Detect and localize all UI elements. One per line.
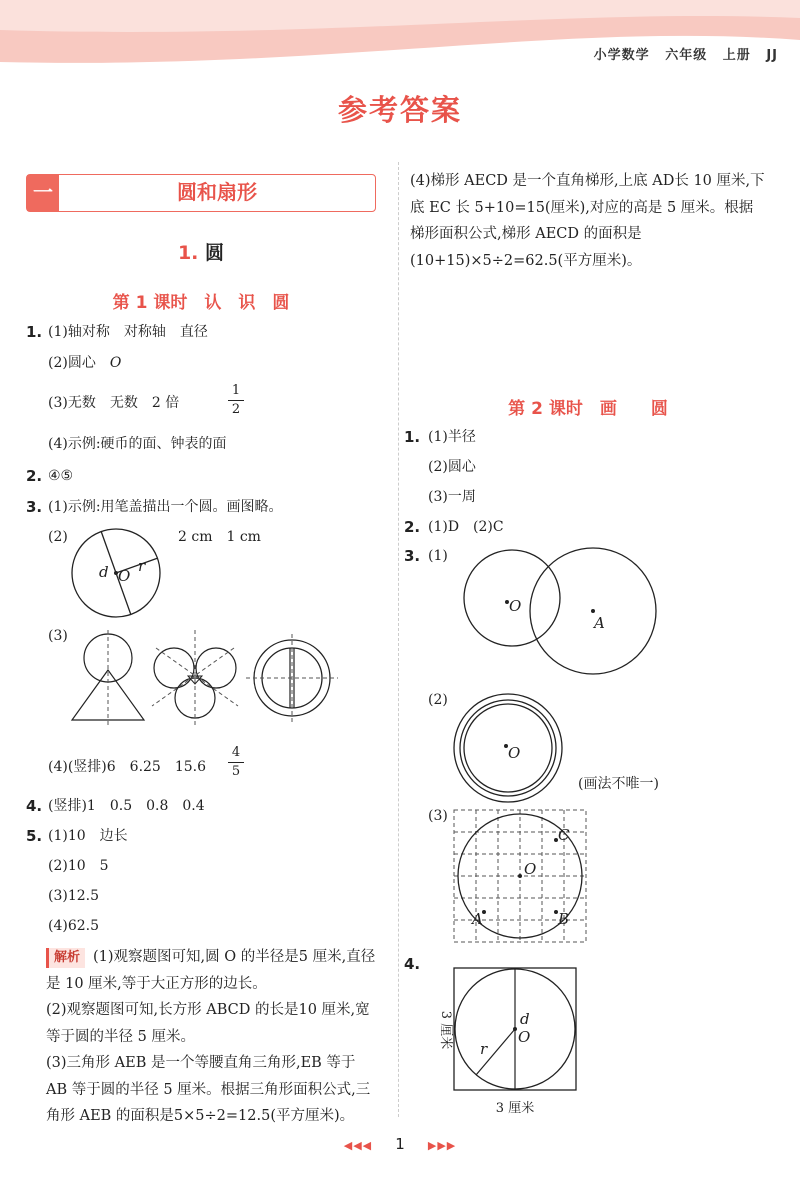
q3-part3-label: (3)	[48, 628, 68, 644]
label-o-square: O	[518, 1028, 531, 1046]
r4-square-circle	[428, 962, 588, 1122]
label-o-small: O	[509, 597, 522, 615]
volume-label: 上册	[722, 48, 751, 63]
q2-number: 2.	[26, 467, 43, 485]
r2-answer: (1)D (2)C	[428, 519, 504, 535]
chapter-header	[26, 174, 376, 212]
label-o: O	[118, 567, 131, 585]
q3-symmetry-figures	[66, 630, 356, 726]
lesson-1-title: 第 1 课时 认 识 圆	[112, 293, 290, 313]
q1-part1: (1)轴对称 对称轴 直径	[48, 324, 208, 340]
label-o-grid: O	[524, 860, 537, 878]
r1-number: 1.	[404, 428, 421, 446]
grade-label: 六年级	[665, 48, 708, 63]
page-footer	[0, 1134, 800, 1153]
label-o-concentric: O	[508, 744, 521, 762]
label-r: r	[138, 557, 146, 575]
r3-part3-label: (3)	[428, 808, 448, 824]
analysis-part4: (4)梯形 AECD 是一个直角梯形,上底 AD长 10 厘米,下底 EC 长 5+10=15(厘米),对应的高是 5 厘米。根据梯形面积公式,梯形 AECD 的面积是(10+15)×5÷2=62.5(平方厘米)。	[410, 173, 765, 269]
subject-label: 小学数学	[593, 48, 650, 63]
label-c: C	[558, 826, 570, 844]
q5-number: 5.	[26, 827, 43, 845]
section-title	[26, 238, 376, 265]
label-a-grid: A	[472, 910, 483, 928]
column-divider	[398, 162, 399, 1117]
r3-part1-label: (1)	[428, 548, 448, 564]
book-info	[584, 44, 778, 63]
section-name: 圆	[205, 242, 225, 264]
next-arrows-icon: ▶▶▶	[427, 1139, 457, 1152]
r3-concentric-circles	[450, 690, 566, 806]
lesson-2-title: 第 2 课时 画 圆	[508, 399, 668, 419]
q3-fraction: 4 5	[228, 745, 244, 780]
analysis-part3: (3)三角形 AEB 是一个等腰直角三角形,EB 等于 AB 等于圆的半径 5 厘米。根据三角形面积公式,三角形 AEB 的面积是5×5÷2=12.5(平方厘米)。	[46, 1055, 371, 1124]
r3-note: (画法不唯一)	[578, 776, 659, 792]
r4-number: 4.	[404, 955, 421, 973]
chapter-number: 一	[27, 175, 59, 211]
label-b: B	[558, 910, 570, 928]
analysis-continued	[410, 168, 766, 274]
q5-part3: (3)12.5	[48, 888, 100, 904]
r3-grid-circle	[450, 806, 590, 946]
analysis-block	[46, 944, 378, 1124]
r2-number: 2.	[404, 518, 421, 536]
q4-answer: (竖排)1 0.5 0.8 0.4	[48, 798, 205, 814]
q1-part4: (4)示例:硬币的面、钟表的面	[48, 436, 227, 452]
q3-part1: (1)示例:用笔盖描出一个圆。画图略。	[48, 499, 283, 515]
r1-part2: (2)圆心	[428, 459, 476, 475]
analysis-tag: 解析	[46, 948, 85, 968]
page-title: 参考答案	[337, 93, 462, 127]
prev-arrows-icon: ◀◀◀	[343, 1139, 373, 1152]
label-d: d	[99, 563, 109, 581]
q3-part4: (4)(竖排)6 6.25 15.6	[48, 759, 207, 775]
side-vertical-label: 3 厘米	[438, 1010, 453, 1050]
analysis-part1: (1)观察题图可知,圆 O 的半径是5 厘米,直径是 10 厘米,等于大正方形的边长。	[46, 949, 376, 992]
q5-part4: (4)62.5	[48, 918, 100, 934]
label-a: A	[594, 614, 605, 632]
r3-part2-label: (2)	[428, 692, 448, 708]
side-horizontal-label: 3 厘米	[495, 1101, 535, 1116]
q3-number: 3.	[26, 498, 43, 516]
section-number: 1.	[177, 242, 199, 264]
r1-part3: (3)一周	[428, 489, 476, 505]
q3-circle-figure	[66, 523, 166, 623]
q1-fraction: 1 2	[228, 383, 244, 418]
q5-part1: (1)10 边长	[48, 828, 128, 844]
page-number: 1	[395, 1135, 405, 1153]
label-d-square: d	[520, 1010, 530, 1028]
chapter-name: 圆和扇形	[177, 180, 257, 204]
r3-two-circles	[460, 546, 666, 678]
label-r-square: r	[480, 1040, 488, 1058]
q1-number: 1.	[26, 323, 43, 341]
q3-part2-values: 2 cm 1 cm	[178, 529, 261, 545]
q1-part2: (2)圆心 O	[48, 355, 122, 371]
q1-part3: (3)无数 无数 2 倍	[48, 395, 180, 411]
q4-number: 4.	[26, 797, 43, 815]
r1-part1: (1)半径	[428, 429, 476, 445]
q3-part2-label: (2)	[48, 529, 68, 545]
q5-part2: (2)10 5	[48, 858, 109, 874]
analysis-part2: (2)观察题图可知,长方形 ABCD 的长是10 厘米,宽等于圆的半径 5 厘米。	[46, 1002, 370, 1045]
edition-label: JJ	[766, 48, 778, 63]
q2-answer: ④⑤	[48, 468, 74, 484]
r3-number: 3.	[404, 547, 421, 565]
